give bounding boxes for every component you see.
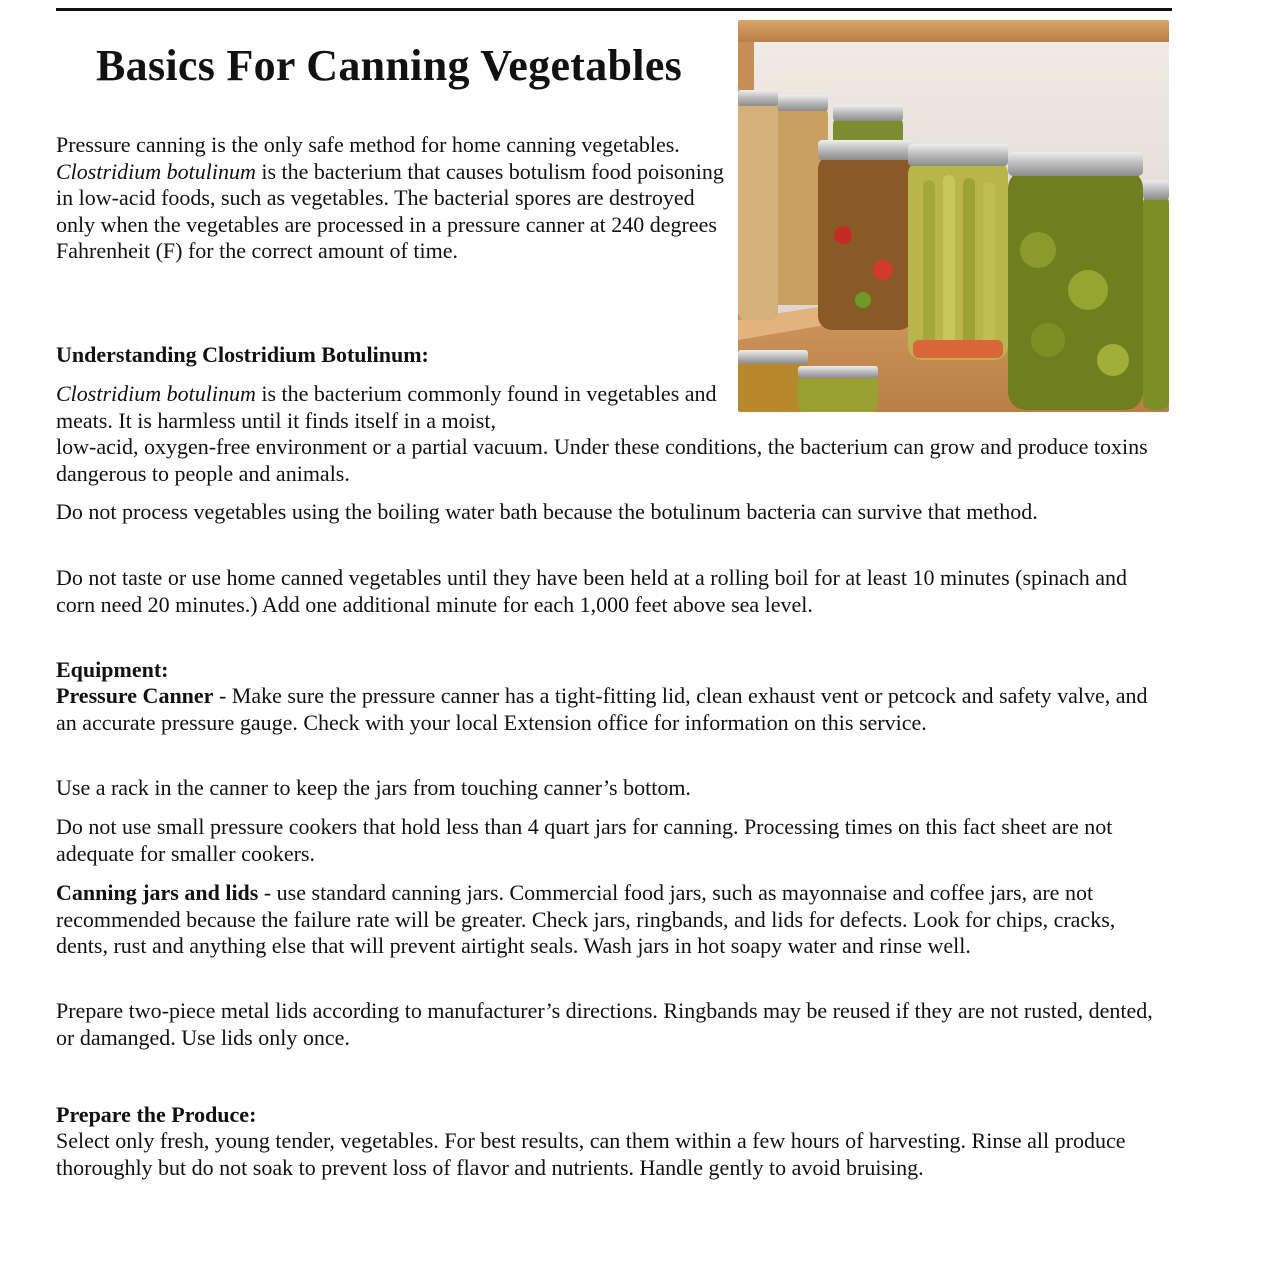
botulinum-paragraph-1: Clostridium botulinum is the bacterium commonly found in vegetables and meats. It is harmless until it finds itself in a moist, xyxy=(56,381,717,433)
botulinum-paragraph-2: Do not process vegetables using the boiling water bath because the botulinum bacteria can survive that method. xyxy=(56,499,1038,524)
equipment-heading: Equipment: xyxy=(56,657,169,682)
produce-heading: Prepare the Produce: xyxy=(56,1102,257,1127)
pressure-canner-paragraph: Pressure Canner - Make sure the pressure canner has a tight-fitting lid, clean exhaust vent or petcock and safety valve, and an accurate pressure gauge. Check with your local Extension office for information on this service. xyxy=(56,683,1148,735)
lids-paragraph: Prepare two-piece metal lids according to manufacturer’s directions. Ringbands may be reused if they are not rusted, dented, or damanged. Use lids only once. xyxy=(56,998,1153,1050)
botulinum-paragraph-3: Do not taste or use home canned vegetables until they have been held at a rolling boil for at least 10 minutes (spinach and corn need 20 minutes.) Add one additional minute for each 1,000 feet above sea level. xyxy=(56,565,1127,617)
page-title: Basics For Canning Vegetables xyxy=(96,41,683,90)
rack-paragraph: Use a rack in the canner to keep the jars from touching canner’s bottom. xyxy=(56,775,691,800)
produce-paragraph: Select only fresh, young tender, vegetables. For best results, can them within a few hours of harvesting. Rinse all produce thoroughly but do not soak to prevent loss of flavor and nutrients. Handle gently to avoid bruising. xyxy=(56,1128,1126,1180)
jars-and-lids-paragraph: Canning jars and lids - use standard canning jars. Commercial food jars, such as mayonnaise and coffee jars, are not recommended because the failure rate will be greater. Check jars, ringbands, and lids for defects. Look for chips, cracks, dents, rust and anything else that will prevent airtight seals. Wash jars in hot soapy water and rinse well. xyxy=(56,880,1116,958)
botulinum-paragraph-1-continued: low-acid, oxygen-free environment or a partial vacuum. Under these conditions, the bacterium can grow and produce toxins dangerous to people and animals. xyxy=(56,434,1148,486)
canning-jars-photo xyxy=(738,20,1169,412)
pressure-cookers-paragraph: Do not use small pressure cookers that hold less than 4 quart jars for canning. Processing times on this fact sheet are not adequate for smaller cookers. xyxy=(56,814,1113,866)
botulinum-heading: Understanding Clostridium Botulinum: xyxy=(56,342,429,367)
top-rule xyxy=(56,8,1172,11)
intro-paragraph: Pressure canning is the only safe method for home canning vegetables. Clostridium botulinum is the bacterium that causes botulism food poisoning in low-acid foods, such as vegetables. The bacterial spores are destroyed only when the vegetables are processed in a pressure canner at 240 degrees Fahrenheit (F) for the correct amount of time. xyxy=(56,132,724,263)
